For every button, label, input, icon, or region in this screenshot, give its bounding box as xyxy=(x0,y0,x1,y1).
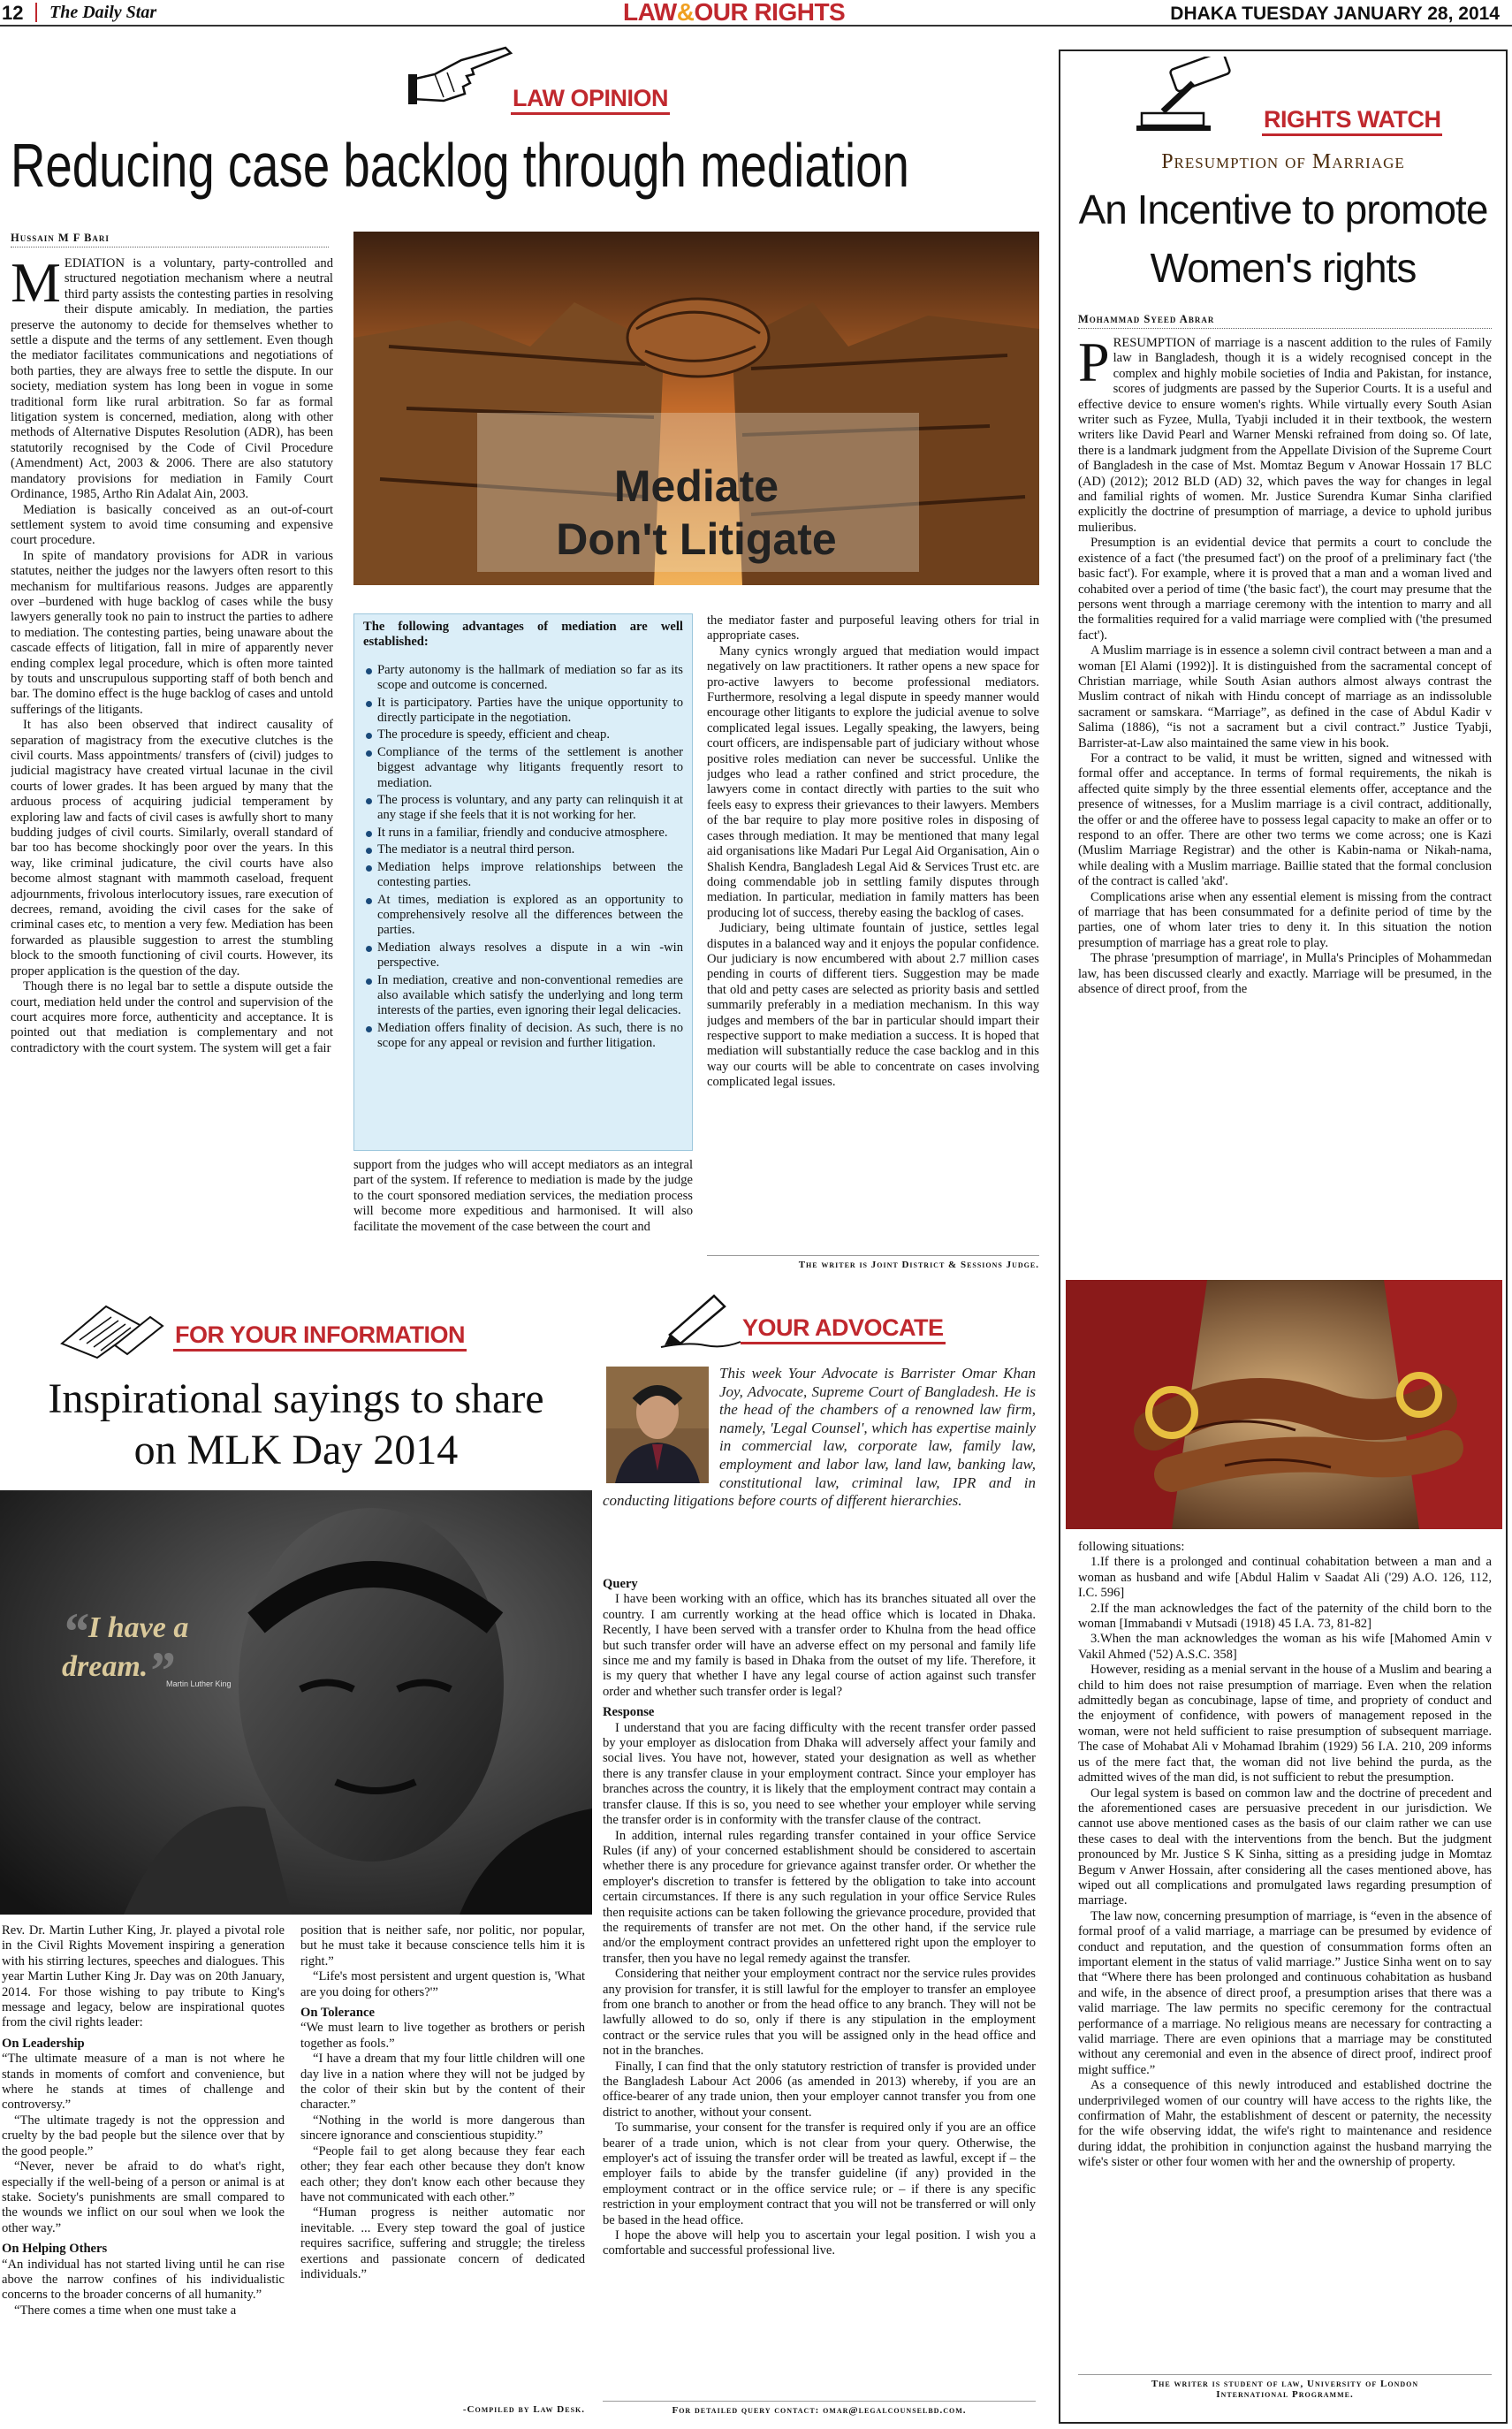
section-title xyxy=(623,0,845,27)
advantages-item: At times, mediation is explored as an opportunity to comprehensively resolve all the differences between the parties. xyxy=(363,893,683,939)
info-quote: “The ultimate tragedy is not the oppression and cruelty by the bad people but the silence over that by the good people.” xyxy=(2,2113,285,2159)
pen-writing-icon xyxy=(652,1291,744,1352)
law-opinion-kicker: LAW OPINION xyxy=(511,85,670,115)
info-column-2 xyxy=(300,1923,585,2399)
advantages-item: Mediation helps improve relationships between the contesting parties. xyxy=(363,860,683,891)
opinion-para: support from the judges who will accept mediators as an integral part of the system. If reference to mediation is made by the judge to the court sponsored mediation services, the mediation process will become more expeditious and harmonised. It will also facilitate the movement of the case between the court and xyxy=(353,1158,693,1234)
rights-writer-line: The writer is student of law, University of London xyxy=(1151,2379,1419,2389)
advantages-item: Mediation always resolves a dispute in a win -win perspective. xyxy=(363,940,683,971)
info-compiled-note: -Compiled by Law Desk. xyxy=(462,2404,585,2415)
rights-writer-line: International Programme. xyxy=(1216,2389,1354,2400)
info-quote: “Human progress is neither automatic nor inevitable. ... Every step toward the goal of justice requires sacrifice, suffering and struggle; the tireless exertions and passionate concern of dedicated individuals.” xyxy=(300,2205,585,2281)
advocate-kicker: YOUR ADVOCATE xyxy=(741,1314,946,1344)
section-title-a: LAW xyxy=(623,0,677,26)
advantages-item: In mediation, creative and non-conventional remedies are also available which satisfy the underlying and long term interests of the parties, even ignoring their legal delicacies. xyxy=(363,973,683,1019)
info-quote: “There comes a time when one must take a xyxy=(14,2303,237,2318)
advocate-intro xyxy=(603,1365,1036,1559)
advantages-item: Mediation offers finality of decision. As such, there is no scope for any appeal or revision and further litigation. xyxy=(363,1021,683,1052)
rights-para: Complications arise when any essential element is missing from the contract of marriage that has been consummated for a definite period of time by the parties, one of whom later tries to deny it. In this situation the notion presumption of marriage has a great role to play. xyxy=(1078,889,1492,950)
rights-para: However, residing as a menial servant in the house of a Muslim and bearing a child to him does not raise presumption of marriage. Even when the relation admittedly began as concubinage, lapse of time, and propriety of conduct and the enjoyment of confidence, with powers of management reposed in the woman, were not held sufficient to raise presumption of subsequent marriage. The case of Mohabat Ali v Mohamad Ibrahim (1929) 56 I.A. 210, 209 informs us of the mere fact that, the woman did not live behind the purda, as the admitted wives of the man did, is not sufficient to rebut the presumption. xyxy=(1078,1663,1492,1786)
advocate-intro-text: This week Your Advocate is Barrister Omar Khan Joy, Advocate, Supreme Court of Bangladesh. He is the head of the chambers of a renowned law firm, namely, 'Legal Counsel', which has expertise mainly in commercial law, corporate law, family law, employment and labor law, land law, banking law, constitutional law, criminal law, IPR and in conducting litigations before courts of different hierarchies. xyxy=(603,1365,1036,1510)
quote-close-icon: ” xyxy=(148,1641,175,1700)
rights-body-bottom xyxy=(1078,1540,1492,2351)
response-para: I understand that you are facing difficulty with the recent transfer order passed by your employer as dislocation from Dhaka will adversely affect your family and social lives. You have not, however, stated your designation as well as whether there is any transfer clause in your employment contract. Since your employer has branches across the country, it is likely that the employment contract may contain a transfer clause. If this is so, you need to see whether your employer while serving the transfer order is in conformity with the transfer clause of the contract. xyxy=(603,1720,1036,1828)
opinion-para: Many cynics wrongly argued that mediation would impact negatively on law practitioners. It rather opens a new space for pro-active lawyers to become professional mediators. Furthermore, resolving a legal dispute in speedy manner would encourage other litigants to explore the judicial avenue to solve complicated legal issues. Legally speaking, the lawyers, being court officers, are indispensable part of judiciary without whose positive roles mediation can never be successful. Unlike the judges who lead a rather confined and strict procedure, the lawyers come in contact directly with parties to the suit who feels easy to express their grievances to their lawyers. Members of the bar require to play more positive roles in disposing of cases through mediation. It may be mentioned that many legal aid organisations like Madari Pur Legal Aid Organisation, Ain o Shalish Kendra, Bangladesh Legal Aid & Services Trust etc. are doing commendable job in settling family disputes through mediation. In particular, mediation in family matters has been producing lot of success, thereby easing the backlog of cases. xyxy=(707,643,1039,920)
info-quote: “An individual has not started living until he can rise above the narrow confines of his individualistic concerns to the broader concerns of all humanity.” xyxy=(2,2257,285,2303)
info-para: Rev. Dr. Martin Luther King, Jr. played a pivotal role in the Civil Rights Movement inspiring a generation with his stirring lectures, speeches and dialogues. This year Martin Luther King Jr. Day was on 20th January, 2014. For those wishing to pay tribute to King's message and legacy, below are inspirational quotes from the civil rights leader: xyxy=(2,1923,285,2030)
rights-case: 1.If there is a prolonged and continual cohabitation between a man and a woman as husband and wife [Abdul Halim v Saadat Ali ('29) A.O. 126, 112, I.C. 596] xyxy=(1078,1555,1492,1601)
advocate-photo-spacer xyxy=(603,1365,719,1485)
rights-para: The phrase 'presumption of marriage', in Mulla's Principles of Mohammedan law, has been discussed clearly and exactly. Marriage will be presumed, in the absence of direct proof, from the xyxy=(1078,951,1492,997)
papers-icon xyxy=(53,1299,168,1361)
rights-para: For a contract to be valid, it must be written, signed and witnessed with formal offer and acceptance. In terms of formal requirements, the nikah is affected quite simply by the three essential elements offer, acceptance and the presence of witnesses, for a Muslim marriage is a civil contract, additionally, the offer or and the offeree have to possess legal capacity to make an offer or to respond to an offer. There are other two terms we come across; one is Kazi (Muslim Marriage Registrar) and the other is Kabin-nama or Nikah-nama, while dealing with a Muslim marriage. Baillie stated that the formal conclusion of the contract is called 'akd'. xyxy=(1078,750,1492,889)
advantages-item: It is participatory. Parties have the unique opportunity to directly participate in the negotiation. xyxy=(363,696,683,727)
mlk-quote-text: I have a dream. xyxy=(62,1611,189,1683)
rights-case: 3.When the man acknowledges the woman as his wife [Mahomed Amin v Vakil Ahmed ('52) A.S.C. 358] xyxy=(1078,1632,1492,1662)
response-para: I hope the above will help you to ascertain your legal position. I wish you a comfortable and successful professional live. xyxy=(603,2228,1036,2258)
mlk-portrait xyxy=(0,1490,592,1915)
rights-case: 2.If the man acknowledges the fact of the paternity of the child born to the woman [Immabandi v Mutsadi (1918) 45 I.A. 73, 81-82] xyxy=(1078,1601,1492,1632)
gavel-icon xyxy=(1136,57,1242,131)
opinion-byline: Hussain M F Bari xyxy=(11,232,329,247)
opinion-writer-note: The writer is Joint District & Sessions Judge. xyxy=(707,1255,1039,1270)
opinion-column-3 xyxy=(707,613,1039,1250)
opinion-para: EDIATION is a voluntary, party-controlled and structured negotiation mechanism where a neutral third party assists the contesting parties in resolving their dispute amicably. In mediation, the parties preserve the autonomy to decide for themselves whether to settle a dispute and the terms of any settlement. Even though the mediator facilitates communications and negotiations of both parties, they are always free to settle the dispute. In our society, mediation system has long been in vogue in some traditional form like rural arbitration. So far as formal litigation system is concerned, mediation, along with other methods of Alternative Disputes Resolution (ADR), has been statutorily recognised by the Code of Civil Procedure (Amendment) Act, 2003 & 2006. There are also statutory mandatory provisions for mediation in Family Court Ordinance, 1985, Artho Rin Adalat Ain, 2003. xyxy=(11,256,333,502)
advantages-item: The process is voluntary, and any party can relinquish it at any stage if she feels that it is not working for her. xyxy=(363,793,683,824)
advocate-contact: For detailed query contact: omar@legalcounselbd.com. xyxy=(603,2401,1036,2416)
advocate-body xyxy=(603,1577,1036,2395)
rights-para: A Muslim marriage is in essence a solemn civil contract between a man and a woman [El Alami (1992)]. It is distinguished from the sacramental concept of Christian marriage, while South Asian authors almost always contrast the Muslim contract of nikah with Hindu concept of marriage as an indissoluble sacrament or samskara. “Marriage”, as defined in the case of Abdul Kadir v Salima (1886), “is not a sacrament but a civil contract.” Justice Tyabji, Barrister-at-Law also maintained the same view in his book. xyxy=(1078,643,1492,750)
mlk-quote-attribution: Martin Luther King xyxy=(166,1679,232,1688)
rights-byline: Mohammad Syeed Abrar xyxy=(1078,313,1492,329)
info-quote: “People fail to get along because they fear each other; they fear each other because they don't know each other; they don't know each other because they have not communicated with each other.” xyxy=(300,2143,585,2204)
info-quote: “Never, never be afraid to do what's right, especially if the well-being of a person or animal is at stake. Society's punishments are small compared to the wounds we inflict on our soul when we look the other way.” xyxy=(2,2159,285,2235)
opinion-headline: Reducing case backlog through mediation xyxy=(11,131,909,200)
info-headline-line: Inspirational sayings to share xyxy=(48,1375,544,1422)
advantages-item: Compliance of the terms of the settlement is another biggest advantage why litigants frequently resort to mediation. xyxy=(363,745,683,791)
rights-para: RESUMPTION of marriage is a nascent addition to the rules of Family law in Bangladesh, though it is a widely recognised concept in the complex and highly mobile societies of India and Pakistan, for instance, scores of judgments are passed by the Superior Courts. It is a useful and effective device to ensure women's rights. While virtually every South Asian writer such as Fyzee, Mulla, Tyabji included it in their textbook, the western writers like David Pearl and Warner Menski refrained from doing so. Of late, there is a landmark judgment from the Appellate Division of the Supreme Court of Bangladesh in the case of Mst. Momtaz Begum v Anowar Hossain 17 BLC (AD) (2012); 2012 BLD (AD) 32, which paves the way for changes in legal and familial rights of women. Mr. Justice Surendra Kumar Sinha clarified explicitly the doctrine of presumption of marriage, a device to uphold juribus mulieribus. xyxy=(1078,336,1492,535)
wedding-hands-photo xyxy=(1066,1280,1502,1529)
opinion-para: Though there is no legal bar to settle a dispute outside the court, mediation held under the control and supervision of the court acquires more force, authenticity and acceptance. It is pointed out that mediation is complementary and not contradictory with the court system. The system will get a fair xyxy=(11,979,333,1055)
info-quote: “We must learn to live together as brothers or perish together as fools.” xyxy=(300,2021,585,2051)
rights-watch-kicker: RIGHTS WATCH xyxy=(1262,106,1442,136)
opinion-para: Judiciary, being ultimate fountain of justice, settles legal disputes in a balanced way and it enjoys the popular confidence. Our judiciary is now encumbered with about 2.7 million cases pending in courts of different tiers. Suggestion may be made that old and petty cases are selected as priority basis and settled summarily preferably in a mediation mechanism. In this way judges and members of the bar in particular should impart their respective support to make mediation a success. It is hoped that mediation will substantially reduce the case backlog and in this way our courts will be able to concentrate on cases involving complicated legal issues. xyxy=(707,921,1039,1090)
advantages-item: It runs in a familiar, friendly and conducive atmosphere. xyxy=(363,826,683,841)
info-subhead: On Tolerance xyxy=(300,2006,375,2021)
drop-cap: P xyxy=(1078,336,1110,393)
info-subhead: On Helping Others xyxy=(2,2242,108,2257)
info-kicker: FOR YOUR INFORMATION xyxy=(173,1321,467,1352)
image-text-line: Don't Litigate xyxy=(556,514,837,564)
info-subhead: On Leadership xyxy=(2,2036,85,2051)
advantages-box-title: The following advantages of mediation are well established: xyxy=(363,620,683,650)
info-headline-line: on MLK Day 2014 xyxy=(133,1427,459,1473)
response-para: In addition, internal rules regarding transfer contained in your office Service Rules (if any) of your concerned establishment should be considered to ascertain whether there is any procedure for grievance against transfer order. Or whether the employer's discretion to transfer is fettered by the obligation to take into account certain circumstances. If there is any such regulation in your office Service Rules then requisite actions can be taken following the grievance procedure, provided that the requirements of transfer are not met. On the other hand, if the service rule and/or the employment contract provides an unfettered right upon the employer to transfer, then you have no legal remedy against the transfer. xyxy=(603,1828,1036,1966)
info-quote: “Life's most persistent and urgent question is, 'What are you doing for others?'” xyxy=(300,1969,585,1999)
masthead: The Daily Star xyxy=(49,3,157,22)
rights-body-top xyxy=(1078,336,1492,1280)
section-title-amp: & xyxy=(676,0,695,26)
advantages-item: Party autonomy is the hallmark of mediation so far as its scope and outcome is concerned. xyxy=(363,663,683,694)
response-para: To summarise, your consent for the transfer is required only if you are an office bearer of a trade union, which is not clear from your query. Otherwise, the employer's act of issuing the transfer order will be treated as lawful, except if – the employer fails to abide by the transfer guideline (if any) provided in the employment contract or in the office service rule; or – if there is any specific restriction in your employment contract that you will not be transferred or will only be based in the head office. xyxy=(603,2121,1036,2227)
info-quote: “I have a dream that my four little children will one day live in a nation where they will not be judged by the color of their skin but by the content of their character.” xyxy=(300,2052,585,2113)
info-quote: “The ultimate measure of a man is not where he stands in moments of comfort and convenience, but where he stands at times of challenge and controversy.” xyxy=(2,2052,285,2113)
rights-para: As a consequence of this newly introduced and established doctrine the underprivileged women of our country will have access to the rights like, the confirmation of Mahr, the establishment of descent or paternity, the necessity for the wife observing iddat, the wife's right to maintenance and residence during iddat, the prohibition in conjunction against the husband marrying the wife's sister or other four women with her and the ownership of property. xyxy=(1078,2078,1492,2170)
info-quote: position that is neither safe, nor politic, nor popular, but he must take it because conscience tells him it is right.” xyxy=(300,1923,585,1968)
response-heading: Response xyxy=(603,1705,655,1720)
image-text-line: Mediate xyxy=(613,461,779,511)
page-number: 12 xyxy=(2,2,24,24)
rights-para: Our legal system is based on common law and the doctrine of precedent and the aforementioned cases are persuasive precedent in our jurisdiction. We cannot use above mentioned cases as the basis of our claim rather we can use these cases to deal with the interventions from the bench. But the judgment pronounced by Mr. Justice S K Sinha, sitting as a presiding judge in Momtaz Begum v Anwer Hossain, after considering all the cases mentioned above, has wiped out all complications and promulgated laws regarding presumption of marriage. xyxy=(1078,1786,1492,1908)
mlk-quote xyxy=(62,1603,265,1700)
rights-overline: Presumption of Marriage xyxy=(1161,150,1405,173)
advantages-box xyxy=(353,613,693,1151)
opinion-para: It has also been observed that indirect causality of separation of magistracy from the executive clutches is the civil courts. Mass appointments/ transfers of (civil) judges to judicial magistracy have created virtual lacunae in the civil courts of lower grades. It has been argued by many that the arduous process of acquiring judicial temperament by exploring law and facts of civil cases is awfully short to many budding judges of civil courts. Similarly, overall standard of bar too has become shockingly poor over the years. In this way, like criminal judicature, the civil courts have also become almost stagnant with mammoth caseload, frequent adjournments, frivolous interlocutory issues, rare execution of decrees, remand, avoiding the civil cases for the sake of criminal cases etc, to mention a very few. Mediation has been forwarded as plausible suggestion to arrest the stumbling block to the smooth functioning of civil courts. However, its proper application is the question of the day. xyxy=(11,718,333,978)
header-divider xyxy=(35,3,37,22)
page-header xyxy=(0,0,1512,27)
mediation-image-caption xyxy=(353,460,1039,566)
rights-para: following situations: xyxy=(1078,1540,1185,1554)
rights-writer-note xyxy=(1078,2374,1492,2400)
rights-headline-line: An Incentive to promote xyxy=(1078,187,1488,232)
info-headline xyxy=(0,1374,592,1476)
pointing-hand-icon xyxy=(408,42,521,118)
rights-para: Presumption is an evidential device that permits a court to conclude the existence of a fact ('the presumed fact') on the proof of a preliminary fact ('the basic fact'). For example, where it is proved that a man and a woman lived and cohabited over a period of time ('the basic fact'), the court may presume that the persons went through a marriage ceremony with the intention to marry and all the formalities required for a valid marriage were complied with ('the presumed fact'). xyxy=(1078,536,1492,643)
advantages-item: The mediator is a neutral third person. xyxy=(363,842,683,857)
section-title-b: OUR RIGHTS xyxy=(694,0,846,26)
opinion-column-1 xyxy=(11,256,333,1299)
response-para: Finally, I can find that the only statutory restriction of transfer is provided under the Bangladesh Labour Act 2006 (as amended in 2013) whereby, if you are an office-bearer of any trade union, then your employer cannot transfer you from one district to another, without your consent. xyxy=(603,2059,1036,2120)
opinion-column-2-bottom xyxy=(353,1158,693,1292)
query-heading: Query xyxy=(603,1577,638,1591)
rights-para: The law now, concerning presumption of marriage, is “even in the absence of formal proof of a valid marriage, a marriage can be presumed by evidence of conduct and reputation, and the question of consummation forms often an important element in the status of valid marriage.” Justice Sinha went on to say that “Where there has been prolonged and continuous cohabitation as husband and wife, in the absence of direct proof, a presumption arises that there was a valid marriage. The law permits no specific ceremony for the contractual performance of a marriage. No religious means are necessary for contracting a valid marriage. There are even opinions that a marriage may be constituted without any ceremonial and even in the absence of direct proof, indirect proof might suffice.” xyxy=(1078,1908,1492,2077)
response-para: Considering that neither your employment contract nor the service rules provides any provision for transfer, it is still lawful for the employer to transfer an employee from one branch to another or from the head office to any branch. They will not be lawfully allowed to do so, only if there is any stipulation in the employment contract or the service rules that you will be assigned only in the head office and not in the branches. xyxy=(603,1967,1036,2059)
opinion-para: the mediator faster and purposeful leaving others for trial in appropriate cases. xyxy=(707,613,1039,643)
info-quote: “Nothing in the world is more dangerous than sincere ignorance and conscientious stupidity.” xyxy=(300,2113,585,2143)
rights-headline-line: Women's rights xyxy=(1150,245,1417,291)
opinion-para: Mediation is basically conceived as an out-of-court settlement system to avoid time consuming and expensive court procedure. xyxy=(11,502,333,548)
info-column-1 xyxy=(2,1923,285,2424)
quote-open-icon: “ xyxy=(62,1603,88,1661)
drop-cap: M xyxy=(11,256,61,314)
dateline: DHAKA TUESDAY JANUARY 28, 2014 xyxy=(1170,4,1500,24)
opinion-para: In spite of mandatory provisions for ADR in various statutes, neither the judges nor the lawyers often resort to this mechanism for multifarious reasons. Judges are apparently over –burdened with huge backlog of cases while the busy lawyers generally took no pain to instruct the parties to adhere to mediation. The contesting parties, being unaware about the cascade effects of litigation, fall in mire of apparently never ending complex legal procedure, which is often more tainted by touts and unscrupulous supporting staff of both bench and bar. The domino effect is the huge backlog of cases and untold sufferings of the litigants. xyxy=(11,548,333,717)
rights-headline xyxy=(1062,180,1504,297)
advantages-list xyxy=(363,663,683,1052)
advantages-item: The procedure is speedy, efficient and cheap. xyxy=(363,727,683,742)
query-text: I have been working with an office, which has its branches situated all over the country. I am currently working at the head office which is located in Dhaka. Recently, I have been served with a transfer order to Khulna from the head office but such transfer order will have an adverse effect on my personal and family life since me and my family is based in Dhaka from the outset of my life. Therefore, it is my query that whether I have any legal course of action against such transfer order and whether such transfer order is legal? xyxy=(603,1592,1036,1699)
